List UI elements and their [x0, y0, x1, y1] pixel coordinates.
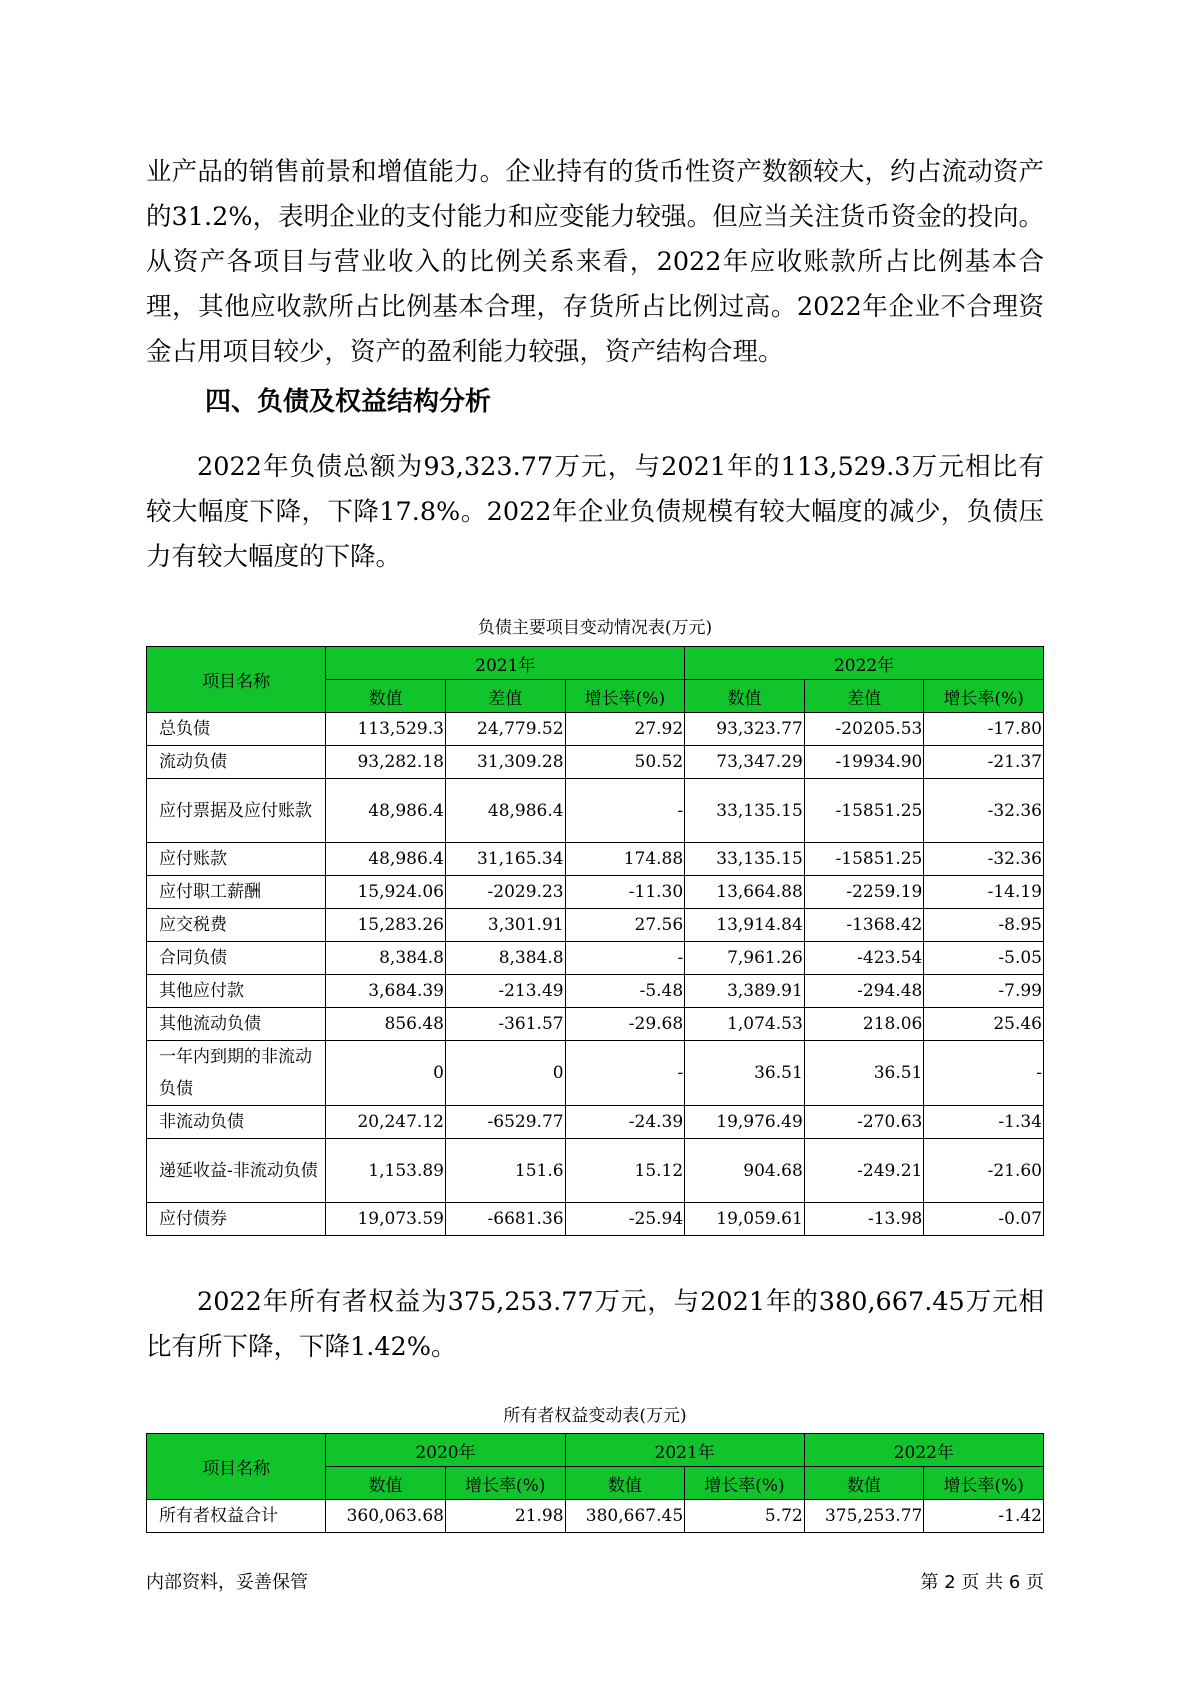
header-value: 数值 [326, 1467, 446, 1500]
cell-value-2021: 0 [326, 1041, 446, 1106]
cell-rate-2022: - [924, 1041, 1044, 1106]
cell-diff-2021: -213.49 [445, 975, 565, 1008]
cell-value: 380,667.45 [565, 1500, 685, 1533]
cell-diff-2021: 151.6 [445, 1139, 565, 1203]
equity-table [146, 1433, 1044, 1533]
cell-diff-2022: -249.21 [804, 1139, 924, 1203]
cell-rate-2021: -11.30 [565, 876, 685, 909]
cell-item: 总负债 [147, 713, 326, 746]
cell-rate-2022: -0.07 [924, 1203, 1044, 1236]
cell-rate-2021: -25.94 [565, 1203, 685, 1236]
table-row [147, 713, 1044, 746]
header-year-2021: 2021年 [326, 647, 685, 680]
table-row [147, 1008, 1044, 1041]
header-value: 数值 [565, 1467, 685, 1500]
cell-diff-2021: 48,986.4 [445, 779, 565, 843]
cell-value-2021: 20,247.12 [326, 1106, 446, 1139]
cell-rate-2021: 15.12 [565, 1139, 685, 1203]
header-rate: 增长率(%) [565, 680, 685, 713]
cell-value-2022: 19,059.61 [685, 1203, 805, 1236]
table-row [147, 1139, 1044, 1203]
cell-value-2022: 33,135.15 [685, 779, 805, 843]
cell-rate-2022: -32.36 [924, 779, 1044, 843]
cell-value-2022: 93,323.77 [685, 713, 805, 746]
cell-value-2021: 15,283.26 [326, 909, 446, 942]
header-rate: 增长率(%) [445, 1467, 565, 1500]
cell-diff-2022: -1368.42 [804, 909, 924, 942]
cell-diff-2022: -15851.25 [804, 843, 924, 876]
header-year-2022: 2022年 [804, 1434, 1043, 1467]
table-row [147, 1041, 1044, 1106]
header-diff: 差值 [445, 680, 565, 713]
table-caption-liabilities: 负债主要项目变动情况表(万元) [477, 618, 713, 638]
cell-diff-2021: 3,301.91 [445, 909, 565, 942]
cell-value-2021: 15,924.06 [326, 876, 446, 909]
table-row [147, 909, 1044, 942]
cell-value-2022: 19,976.49 [685, 1106, 805, 1139]
cell-item: 其他应付款 [147, 975, 326, 1008]
cell-rate: 21.98 [445, 1500, 565, 1533]
footer-page-number: 第 2 页 共 6 页 [920, 1572, 1044, 1593]
cell-rate: 5.72 [685, 1500, 805, 1533]
cell-value-2022: 7,961.26 [685, 942, 805, 975]
cell-diff-2021: 31,309.28 [445, 746, 565, 779]
cell-diff-2022: -15851.25 [804, 779, 924, 843]
body-paragraph-liabilities: 2022年负债总额为93,323.77万元，与2021年的113,529.3万元相比有较大幅度下降，下降17.8%。2022年企业负债规模有较大幅度的减少，负债压力有较大幅度的下降。 [146, 452, 1044, 572]
cell-rate-2021: - [565, 1041, 685, 1106]
cell-rate-2021: - [565, 942, 685, 975]
table-row [147, 746, 1044, 779]
cell-value-2021: 856.48 [326, 1008, 446, 1041]
cell-value-2022: 13,664.88 [685, 876, 805, 909]
table-row [147, 1106, 1044, 1139]
cell-rate-2022: -7.99 [924, 975, 1044, 1008]
cell-value-2021: 3,684.39 [326, 975, 446, 1008]
section-heading: 四、负债及权益结构分析 [205, 387, 492, 417]
header-rate: 增长率(%) [685, 1467, 805, 1500]
header-item-name: 项目名称 [147, 1434, 326, 1500]
cell-diff-2022: -2259.19 [804, 876, 924, 909]
cell-diff-2021: -2029.23 [445, 876, 565, 909]
cell-diff-2022: -20205.53 [804, 713, 924, 746]
cell-item: 合同负债 [147, 942, 326, 975]
cell-value-2021: 48,986.4 [326, 779, 446, 843]
cell-diff-2021: -361.57 [445, 1008, 565, 1041]
cell-diff-2021: -6529.77 [445, 1106, 565, 1139]
cell-diff-2022: -423.54 [804, 942, 924, 975]
cell-rate-2021: 27.56 [565, 909, 685, 942]
cell-diff-2022: -19934.90 [804, 746, 924, 779]
footer-confidential: 内部资料，妥善保管 [146, 1572, 308, 1593]
header-value: 数值 [685, 680, 805, 713]
cell-item: 应付债券 [147, 1203, 326, 1236]
cell-diff-2022: -270.63 [804, 1106, 924, 1139]
cell-item: 应付职工薪酬 [147, 876, 326, 909]
cell-rate-2022: -8.95 [924, 909, 1044, 942]
cell-item: 一年内到期的非流动负债 [147, 1041, 326, 1106]
cell-rate-2022: -5.05 [924, 942, 1044, 975]
cell-value-2021: 19,073.59 [326, 1203, 446, 1236]
cell-value: 360,063.68 [326, 1500, 446, 1533]
cell-diff-2021: 0 [445, 1041, 565, 1106]
cell-diff-2021: -6681.36 [445, 1203, 565, 1236]
cell-value-2021: 113,529.3 [326, 713, 446, 746]
cell-item: 应付票据及应付账款 [147, 779, 326, 843]
cell-value-2021: 93,282.18 [326, 746, 446, 779]
cell-rate-2022: -17.80 [924, 713, 1044, 746]
table-row [147, 942, 1044, 975]
header-item-name: 项目名称 [147, 647, 326, 713]
cell-rate-2021: - [565, 779, 685, 843]
table-row [147, 843, 1044, 876]
cell-diff-2022: 36.51 [804, 1041, 924, 1106]
table-row [147, 779, 1044, 843]
table-row [147, 1500, 1044, 1533]
cell-item: 流动负债 [147, 746, 326, 779]
header-diff: 差值 [804, 680, 924, 713]
body-paragraph-equity: 2022年所有者权益为375,253.77万元，与2021年的380,667.45万元相比有所下降，下降1.42%。 [146, 1287, 1045, 1362]
cell-rate-2021: -29.68 [565, 1008, 685, 1041]
cell-rate: -1.42 [924, 1500, 1044, 1533]
header-year-2022: 2022年 [685, 647, 1044, 680]
cell-rate-2022: -1.34 [924, 1106, 1044, 1139]
liabilities-table [146, 646, 1044, 1236]
cell-rate-2022: -32.36 [924, 843, 1044, 876]
cell-rate-2021: 174.88 [565, 843, 685, 876]
cell-diff-2021: 31,165.34 [445, 843, 565, 876]
cell-item: 应交税费 [147, 909, 326, 942]
cell-value-2022: 13,914.84 [685, 909, 805, 942]
cell-rate-2022: -14.19 [924, 876, 1044, 909]
cell-value: 375,253.77 [804, 1500, 924, 1533]
cell-value-2022: 3,389.91 [685, 975, 805, 1008]
header-rate: 增长率(%) [924, 680, 1044, 713]
header-year-2020: 2020年 [326, 1434, 565, 1467]
cell-rate-2021: 50.52 [565, 746, 685, 779]
header-value: 数值 [326, 680, 446, 713]
cell-rate-2022: -21.60 [924, 1139, 1044, 1203]
cell-diff-2021: 8,384.8 [445, 942, 565, 975]
cell-item: 递延收益-非流动负债 [147, 1139, 326, 1203]
header-rate: 增长率(%) [924, 1467, 1044, 1500]
cell-value-2021: 1,153.89 [326, 1139, 446, 1203]
cell-item: 其他流动负债 [147, 1008, 326, 1041]
table-row [147, 876, 1044, 909]
cell-diff-2022: -294.48 [804, 975, 924, 1008]
cell-value-2022: 904.68 [685, 1139, 805, 1203]
table-caption-equity: 所有者权益变动表(万元) [503, 1406, 687, 1426]
header-value: 数值 [804, 1467, 924, 1500]
cell-value-2022: 33,135.15 [685, 843, 805, 876]
cell-value-2022: 36.51 [685, 1041, 805, 1106]
cell-value-2022: 1,074.53 [685, 1008, 805, 1041]
cell-value-2021: 48,986.4 [326, 843, 446, 876]
cell-item: 应付账款 [147, 843, 326, 876]
cell-diff-2021: 24,779.52 [445, 713, 565, 746]
body-paragraph-assets-conclusion: 业产品的销售前景和增值能力。企业持有的货币性资产数额较大，约占流动资产的31.2%，表明企业的支付能力和应变能力较强。但应当关注货币资金的投向。从资产各项目与营业收入的比例关系来看，2022年应收账款所占比例基本合理，其他应收款所占比例基本合理，存货所占比例过高。2022年企业不合理资金占用项目较少，资产的盈利能力较强，资产结构合理。 [146, 157, 1044, 367]
cell-rate-2022: 25.46 [924, 1008, 1044, 1041]
cell-item: 非流动负债 [147, 1106, 326, 1139]
cell-diff-2022: -13.98 [804, 1203, 924, 1236]
cell-rate-2021: 27.92 [565, 713, 685, 746]
cell-item: 所有者权益合计 [147, 1500, 326, 1533]
cell-value-2021: 8,384.8 [326, 942, 446, 975]
header-year-2021: 2021年 [565, 1434, 804, 1467]
cell-rate-2022: -21.37 [924, 746, 1044, 779]
table-row [147, 975, 1044, 1008]
cell-diff-2022: 218.06 [804, 1008, 924, 1041]
table-row [147, 1203, 1044, 1236]
cell-rate-2021: -24.39 [565, 1106, 685, 1139]
cell-value-2022: 73,347.29 [685, 746, 805, 779]
cell-rate-2021: -5.48 [565, 975, 685, 1008]
